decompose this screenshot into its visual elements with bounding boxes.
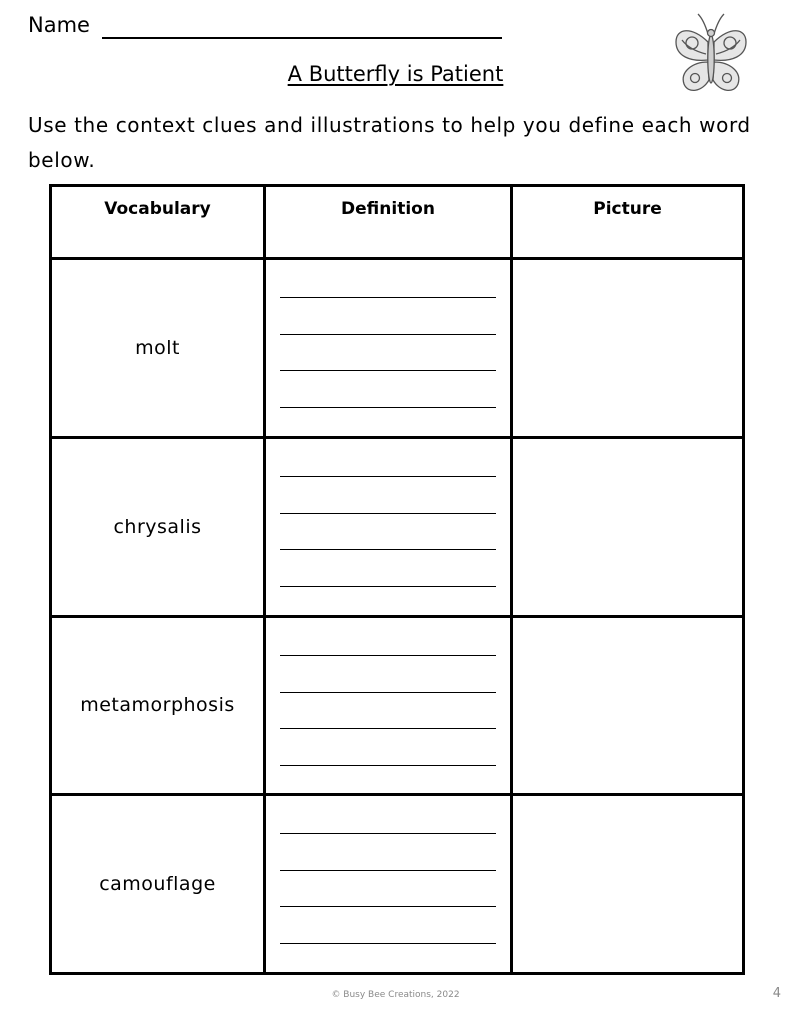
definition-cell[interactable] xyxy=(265,616,512,795)
worksheet-title: A Butterfly is Patient xyxy=(287,62,504,86)
definition-cell[interactable] xyxy=(265,437,512,616)
header-picture: Picture xyxy=(512,186,744,259)
picture-cell[interactable] xyxy=(512,795,744,974)
page-number: 4 xyxy=(772,986,781,1001)
table-row xyxy=(51,616,744,795)
picture-cell[interactable] xyxy=(512,259,744,438)
vocab-word: metamorphosis xyxy=(51,616,265,795)
picture-cell[interactable] xyxy=(512,437,744,616)
table-row xyxy=(51,795,744,974)
copyright-footer: © Busy Bee Creations, 2022 xyxy=(331,990,460,1000)
header-vocabulary: Vocabulary xyxy=(51,186,265,259)
vocab-word: chrysalis xyxy=(51,437,265,616)
name-line[interactable] xyxy=(102,37,502,39)
vocabulary-table xyxy=(49,184,745,975)
definition-cell[interactable] xyxy=(265,795,512,974)
vocab-word: camouflage xyxy=(51,795,265,974)
definition-cell[interactable] xyxy=(265,259,512,438)
picture-cell[interactable] xyxy=(512,616,744,795)
name-label: Name xyxy=(28,13,90,37)
table-row xyxy=(51,437,744,616)
instructions: Use the context clues and illustrations to help you define each word below. xyxy=(28,113,751,172)
table-header-row xyxy=(51,186,744,259)
table-row xyxy=(51,259,744,438)
header-definition: Definition xyxy=(265,186,512,259)
vocab-word: molt xyxy=(51,259,265,438)
